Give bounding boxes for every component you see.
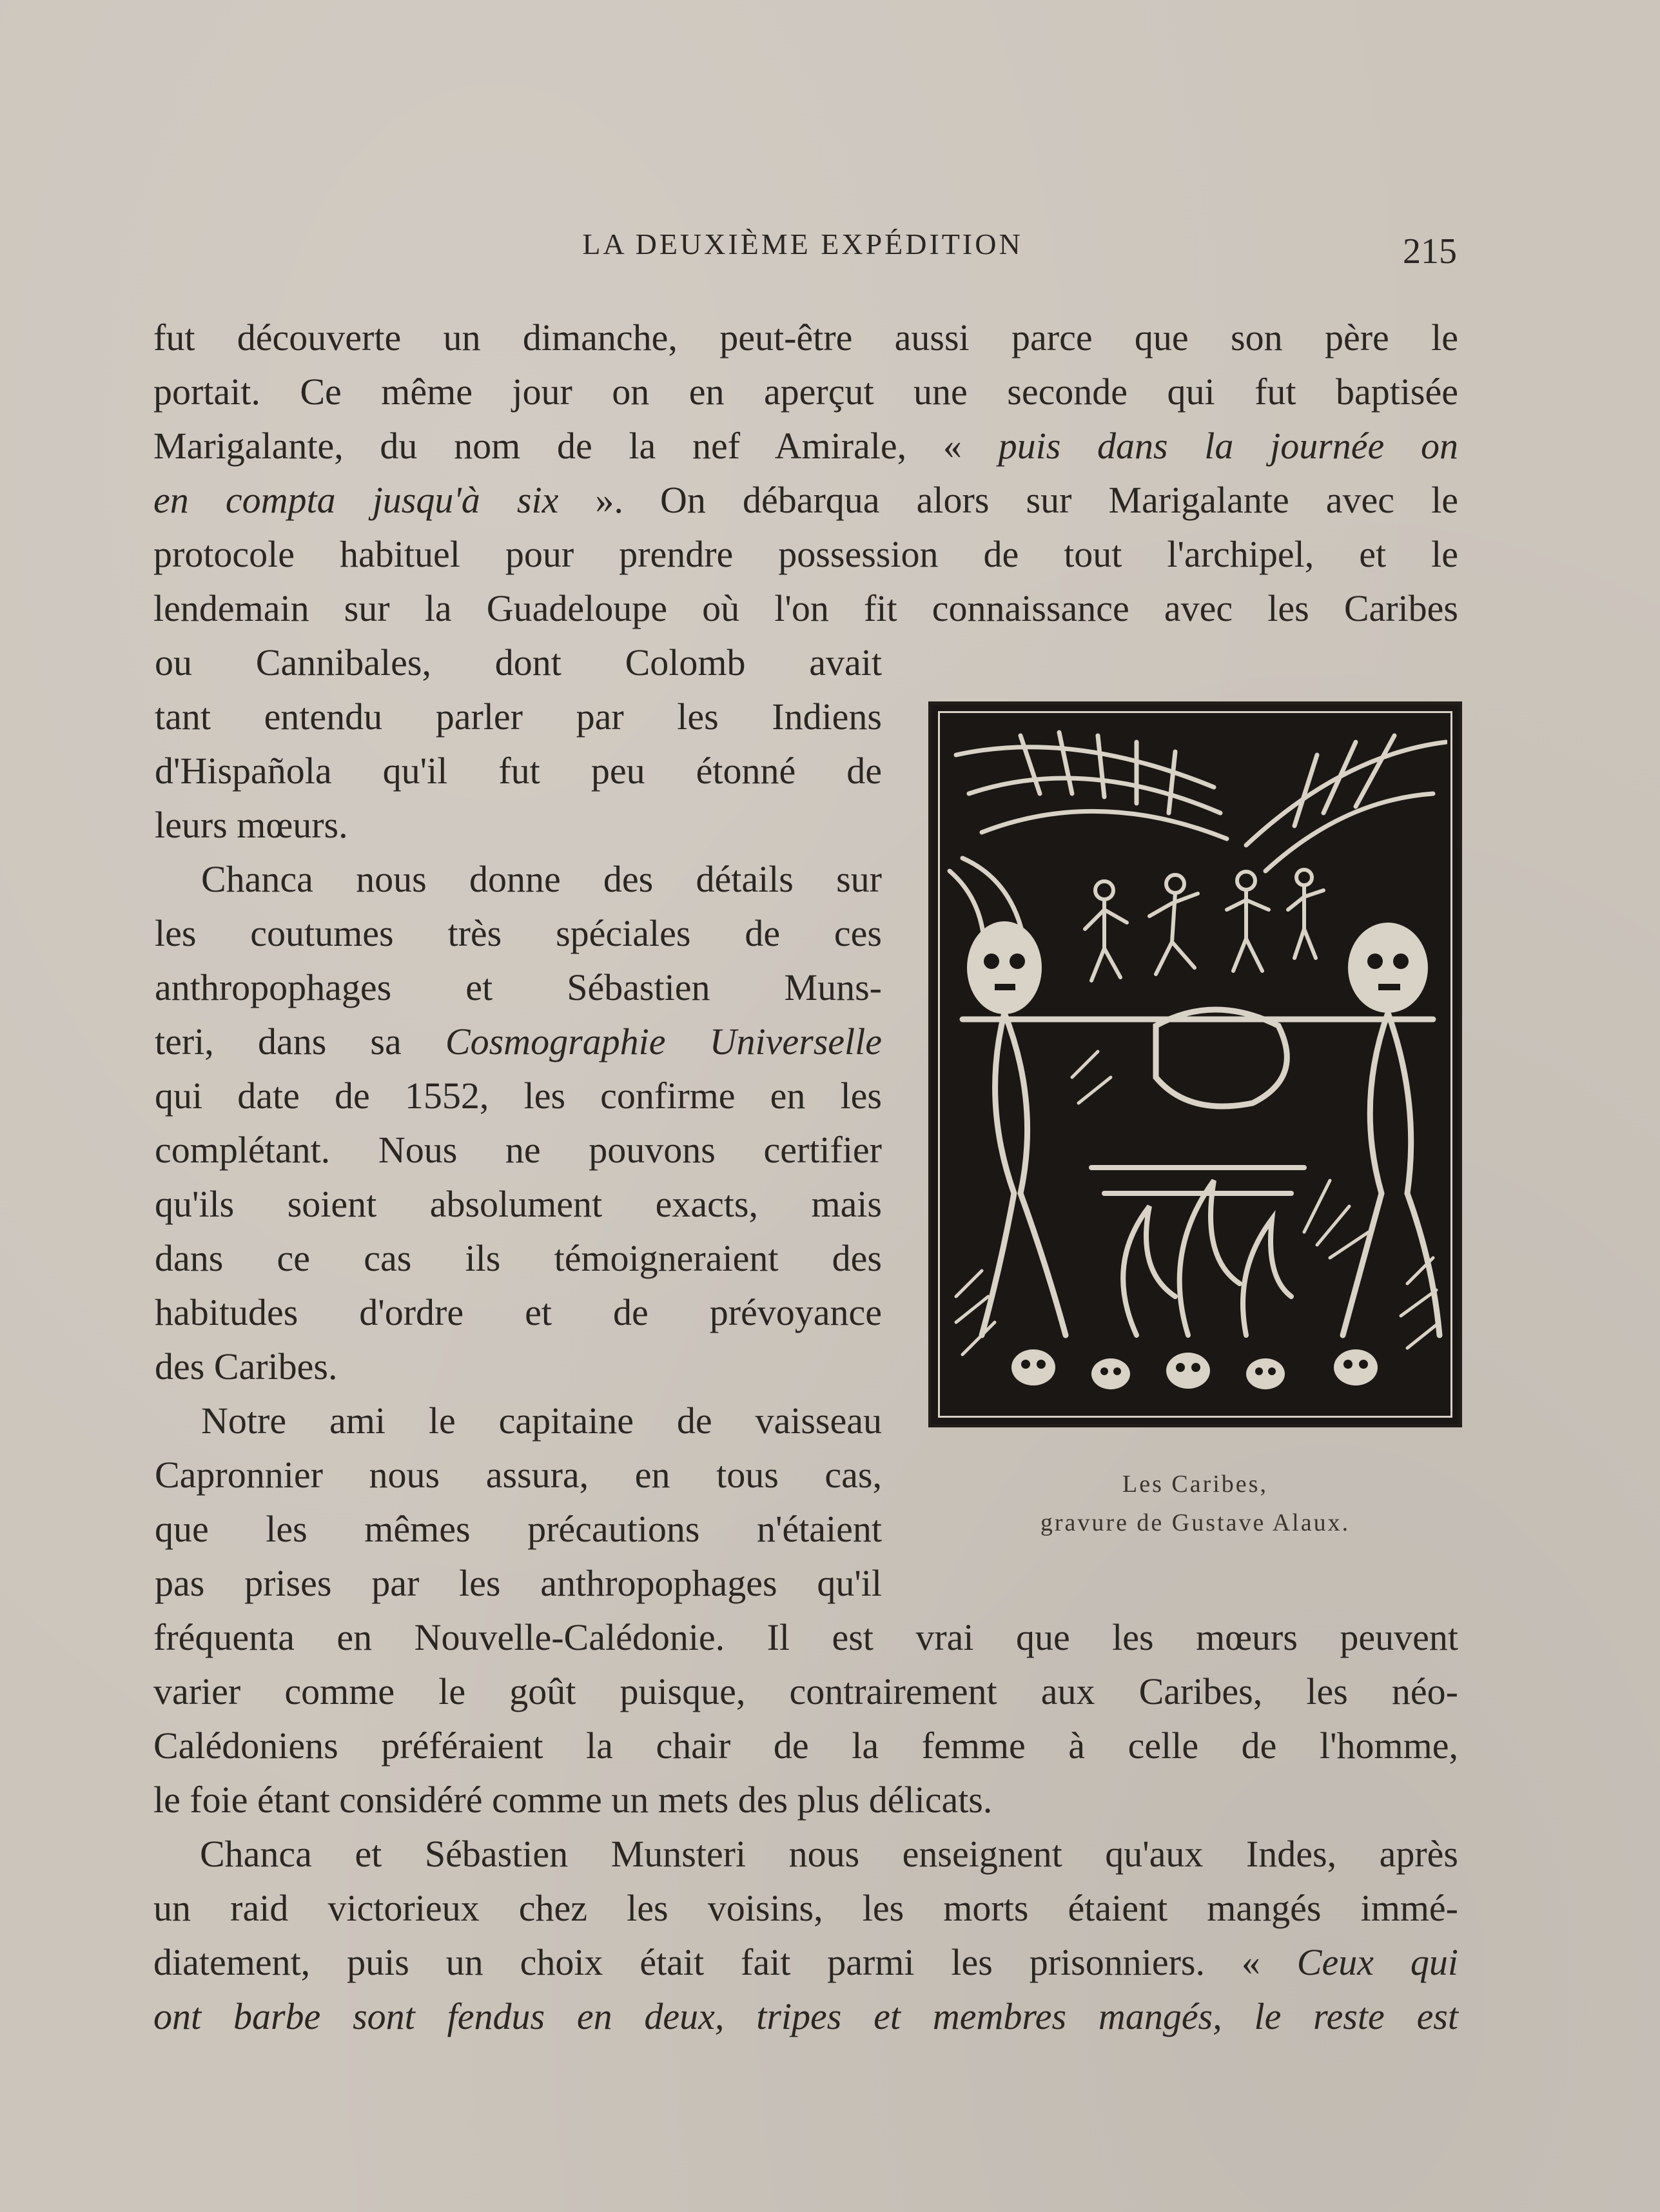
figure-caption-line2: gravure de Gustave Alaux.	[1040, 1509, 1351, 1536]
text-line: Notre ami le capitaine de vaisseau	[201, 1400, 882, 1442]
italic-text: ont barbe sont fendus en deux, tripes et membres mangés, le reste est	[153, 1995, 1458, 2037]
text-line: fut découverte un dimanche, peut-être aussi parce que son père le	[153, 317, 1458, 358]
text-line: Capronnier nous assura, en tous cas,	[155, 1454, 882, 1496]
text-line: pas prises par les anthropophages qu'il	[155, 1562, 882, 1604]
woodcut-illustration	[928, 701, 1462, 1427]
text-line: des Caribes.	[155, 1346, 338, 1387]
text-line: Chanca nous donne des détails sur	[201, 858, 882, 900]
figure-caption-line1: Les Caribes,	[1122, 1471, 1268, 1498]
text-line: leurs mœurs.	[155, 804, 348, 846]
text-line: complétant. Nous ne pouvons certifier	[155, 1129, 882, 1171]
text-line: dans ce cas ils témoigneraient des	[155, 1237, 882, 1279]
text-segment: teri, dans sa	[155, 1021, 445, 1062]
text-line: varier comme le goût puisque, contrairement aux Caribes, les néo-	[153, 1670, 1458, 1712]
text-line: ou Cannibales, dont Colomb avait	[155, 641, 882, 683]
text-line: d'Hispañola qu'il fut peu étonné de	[155, 750, 882, 792]
text-segment: diatement, puis un choix était fait parmi les prisonniers. «	[153, 1941, 1297, 1983]
text-line: protocole habituel pour prendre possession de tout l'archipel, et le	[153, 533, 1458, 575]
italic-text: Ceux qui	[1296, 1941, 1458, 1983]
italic-text: Cosmographie Universelle	[445, 1021, 883, 1062]
text-line: Chanca et Sébastien Munsteri nous enseignent qu'aux Indes, après	[200, 1833, 1458, 1875]
text-line	[155, 1015, 882, 1069]
text-line: le foie étant considéré comme un mets des plus délicats.	[153, 1779, 993, 1821]
text-line: tant entendu parler par les Indiens	[155, 696, 882, 738]
italic-text: puis dans la journée on	[998, 425, 1459, 467]
text-line: un raid victorieux chez les voisins, les morts étaient mangés immé-	[153, 1887, 1458, 1929]
page-number: 215	[1403, 231, 1457, 271]
text-line: portait. Ce même jour on en aperçut une seconde qui fut baptisée	[153, 371, 1458, 413]
text-segment: Marigalante, du nom de la nef Amirale, «	[153, 425, 999, 467]
text-line: les coutumes très spéciales de ces	[155, 912, 882, 954]
page-header	[148, 227, 1457, 272]
text-line	[153, 473, 1458, 527]
text-line: qui date de 1552, les confirme en les	[155, 1075, 882, 1117]
text-line	[153, 1935, 1458, 1990]
text-line: lendemain sur la Guadeloupe où l'on fit connaissance avec les Caribes	[153, 587, 1458, 629]
text-line: qu'ils soient absolument exacts, mais	[155, 1183, 882, 1225]
text-line: habitudes d'ordre et de prévoyance	[155, 1291, 882, 1333]
running-title: LA DEUXIÈME EXPÉDITION	[582, 228, 1023, 260]
text-line	[153, 419, 1458, 473]
text-segment: ». On débarqua alors sur Marigalante avec le	[558, 479, 1458, 521]
text-line: fréquenta en Nouvelle-Calédonie. Il est vrai que les mœurs peuvent	[153, 1616, 1458, 1658]
text-line: que les mêmes précautions n'étaient	[155, 1508, 882, 1550]
woodcut-icon	[943, 716, 1447, 1413]
italic-text: en compta jusqu'à six	[153, 479, 559, 521]
text-line: anthropophages et Sébastien Muns-	[155, 966, 882, 1008]
text-line: Calédoniens préféraient la chair de la femme à celle de l'homme,	[153, 1725, 1458, 1767]
text-line	[153, 1990, 1458, 2044]
